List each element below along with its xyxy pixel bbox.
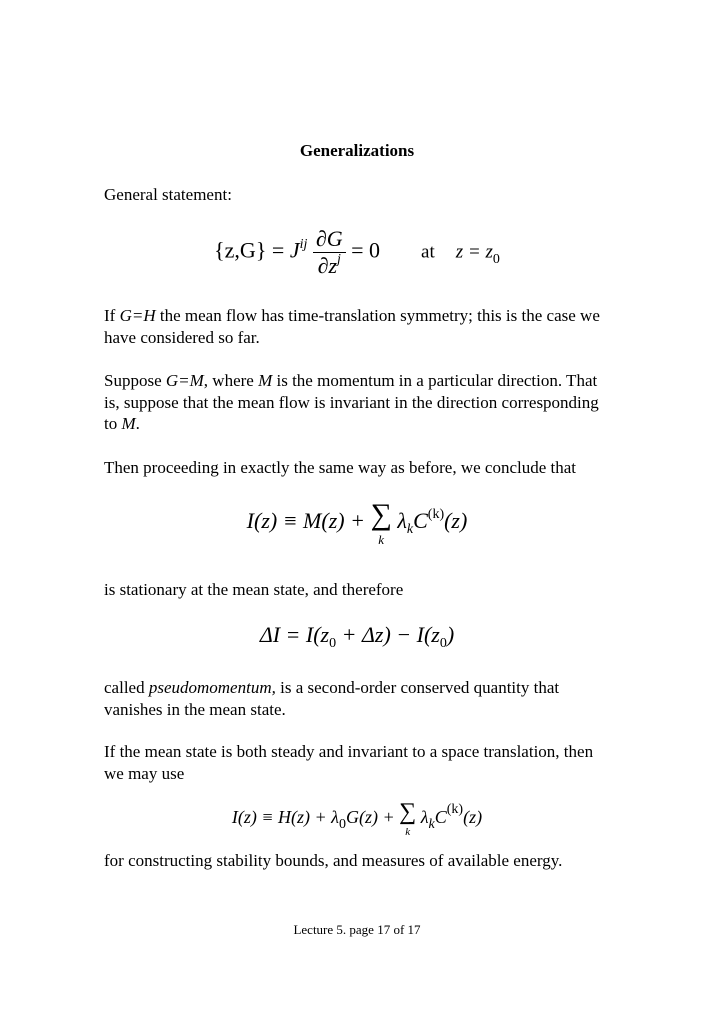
equation-combined-invariant: $I(z) \equiv H(z) + \lambda_0G(z)$ + ∑ k $\lambda_kC^{(k)}(z)$ [231,799,483,838]
page-footer: Lecture 5. page 17 of 17 [293,922,421,937]
paragraph-pseudomomentum: called pseudomomentum, is a second-order conserved quantity that vanishes in the mean state. [104,678,560,719]
equation-poisson-bracket: $\{z,G\} = J^{ij}$ $\frac{\partial G}{\partial z^j}$ = 0 at $z = z_0$ [214,226,500,278]
paragraph-conclude: Then proceeding in exactly the same way as before, we conclude that [104,458,577,477]
equation-delta-i: $\Delta I = I(z_0 + \Delta z) - I(z_0)$ [259,622,455,651]
summation-symbol: ∑ k [399,799,417,838]
paragraph-time-translation: If G=H the mean flow has time-translation symmetry; this is the case we have considered so far. [104,306,600,347]
paragraph-stability-bounds: for constructing stability bounds, and measures of available energy. [104,851,563,870]
summation-symbol: ∑ k [370,498,392,547]
paragraph-stationary: is stationary at the mean state, and therefore [104,580,404,599]
paragraph-general-statement: General statement: [104,185,232,204]
section-title: Generalizations [299,141,415,160]
eq1-fraction: $\frac{\partial G}{\partial z^j}$ [313,226,346,279]
equation-pseudomomentum-def: I(z) ≡ M(z) + ∑ k $\lambda_kC^{(k)}(z)$ [246,498,468,547]
eq1-lhs: {z,G} [214,237,267,263]
paragraph-momentum: Suppose G=M, where M is the momentum in a particular direction. That is, suppose that the mean flow is invariant in the direction corresponding to M. [104,371,599,433]
paragraph-steady-invariant: If the mean state is both steady and invariant to a space translation, then we may use [104,742,594,783]
